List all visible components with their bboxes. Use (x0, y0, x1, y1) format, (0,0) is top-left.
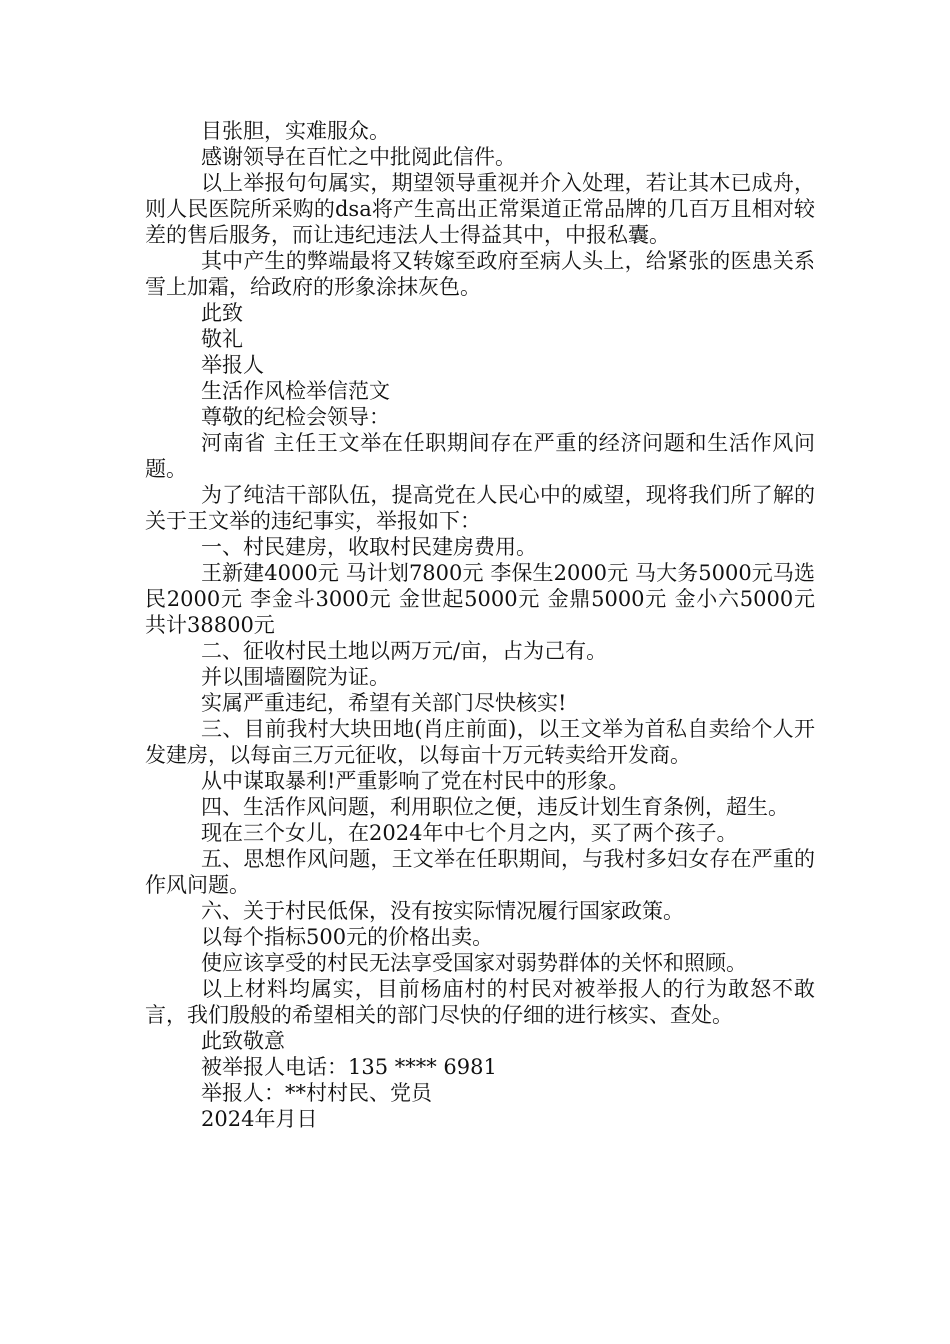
paragraph: 一、村民建房，收取村民建房费用。 (201, 535, 537, 559)
paragraph: 举报人 (201, 353, 264, 377)
paragraph: 二、征收村民土地以两万元/亩，占为己有。 (201, 639, 608, 663)
paragraph: 四、生活作风问题，利用职位之便，违反计划生育条例，超生。 (201, 795, 789, 819)
paragraph: 敬礼 (201, 327, 243, 351)
date: 2024年月日 (201, 1107, 318, 1131)
paragraph: 以上举报句句属实，期望领导重视并介入处理，若让其木已成舟，则人民医院所采购的dsa将产生高出正常渠道正常品牌的几百万且相对较差的售后服务，而让违纪违法人士得益其中，中报私囊。 (145, 171, 815, 247)
paragraph: 此致 (201, 301, 243, 325)
document-body (145, 118, 815, 1132)
paragraph: 以每个指标500元的价格出卖。 (201, 925, 494, 949)
reporter: 举报人：**村村民、党员 (201, 1081, 432, 1105)
paragraph: 目张胆，实难服众。 (201, 119, 390, 143)
paragraph: 以上材料均属实，目前杨庙村的村民对被举报人的行为敢怒不敢言，我们殷般的希望相关的部门尽快的仔细的进行核实、查处。 (145, 977, 815, 1027)
paragraph: 河南省 主任王文举在任职期间存在严重的经济问题和生活作风问题。 (145, 431, 815, 481)
reported-phone: 被举报人电话：135 **** 6981 (201, 1055, 497, 1079)
paragraph: 从中谋取暴利!严重影响了党在村民中的形象。 (201, 769, 630, 793)
paragraph: 为了纯洁干部队伍，提高党在人民心中的威望，现将我们所了解的关于王文举的违纪事实，举报如下： (145, 483, 815, 533)
paragraph: 六、关于村民低保，没有按实际情况履行国家政策。 (201, 899, 684, 923)
closing: 此致敬意 (201, 1029, 285, 1053)
section-title: 生活作风检举信范文 (201, 379, 390, 403)
paragraph: 其中产生的弊端最将又转嫁至政府至病人头上，给紧张的医患关系雪上加霜，给政府的形象涂抹灰色。 (145, 249, 815, 299)
paragraph: 使应该享受的村民无法享受国家对弱势群体的关怀和照顾。 (201, 951, 747, 975)
paragraph: 三、目前我村大块田地(肖庄前面)，以王文举为首私自卖给个人开发建房，以每亩三万元征收，以每亩十万元转卖给开发商。 (145, 717, 815, 767)
paragraph: 感谢领导在百忙之中批阅此信件。 (201, 145, 516, 169)
salutation: 尊敬的纪检会领导： (201, 405, 390, 429)
paragraph: 并以围墙圈院为证。 (201, 665, 390, 689)
paragraph: 现在三个女儿，在2024年中七个月之内，买了两个孩子。 (201, 821, 738, 845)
paragraph: 实属严重违纪，希望有关部门尽快核实! (201, 691, 567, 715)
paragraph: 五、思想作风问题，王文举在任职期间，与我村多妇女存在严重的作风问题。 (145, 847, 815, 897)
paragraph: 王新建4000元 马计划7800元 李保生2000元 马大务5000元马选民2000元 李金斗3000元 金世起5000元 金鼎5000元 金小六5000元 共计38800元 (145, 561, 815, 637)
